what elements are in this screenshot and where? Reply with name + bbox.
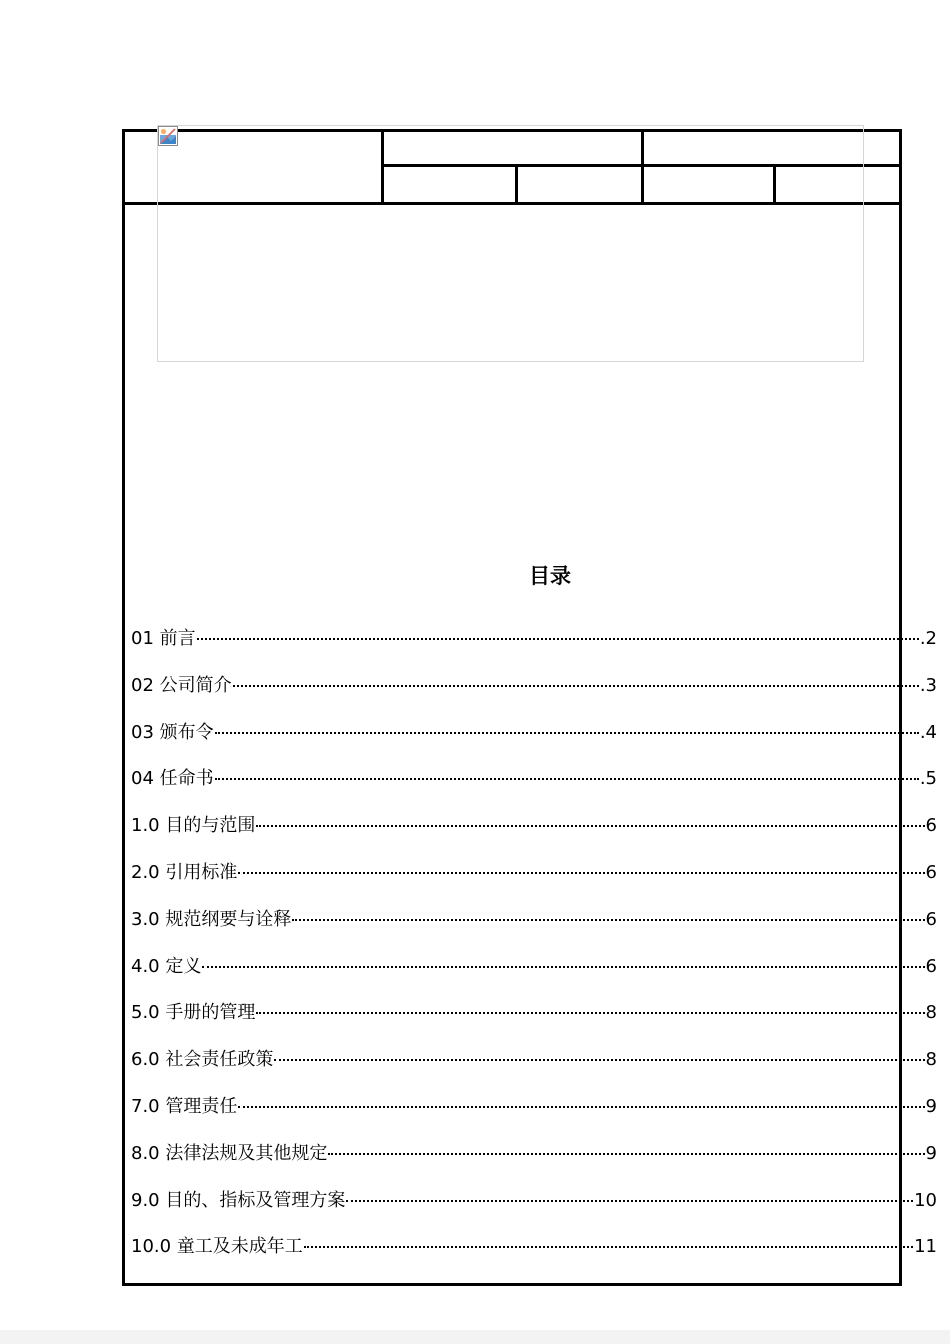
toc-entry-label: 4.0 定义	[131, 955, 202, 977]
toc-leader-dots	[233, 685, 919, 687]
toc-entry[interactable]	[131, 905, 937, 952]
toc-entry-page: 8	[925, 1049, 937, 1071]
toc-entry[interactable]	[131, 998, 937, 1045]
toc-entry-page: .3	[919, 674, 937, 696]
toc-entry[interactable]	[131, 764, 937, 811]
toc-entry-label: 5.0 手册的管理	[131, 1002, 256, 1024]
toc-entry[interactable]	[131, 858, 937, 905]
broken-image-icon	[158, 126, 178, 146]
toc-entry-page: .5	[919, 768, 937, 790]
toc-title: 目录	[529, 564, 571, 588]
toc-entry-label: 7.0 管理责任	[131, 1095, 238, 1117]
toc-entry-page: 11	[914, 1236, 937, 1258]
page-bottom-strip	[0, 1330, 950, 1344]
toc-leader-dots	[238, 872, 924, 874]
toc-leader-dots	[215, 778, 919, 780]
toc-leader-dots	[292, 919, 924, 921]
toc-entry-page: 9	[925, 1142, 937, 1164]
toc-entry-label: 03 颁布令	[131, 721, 214, 743]
toc-entry[interactable]	[131, 1139, 937, 1186]
toc-entry-page: .4	[919, 721, 937, 743]
toc-entry[interactable]	[131, 671, 937, 718]
toc-entry-label: 3.0 规范纲要与诠释	[131, 908, 292, 930]
toc-entry[interactable]	[131, 1186, 937, 1233]
header-image-placeholder	[157, 125, 864, 362]
toc-entry[interactable]	[131, 952, 937, 999]
toc-entry-label: 6.0 社会责任政策	[131, 1049, 274, 1071]
toc-entry-label: 01 前言	[131, 628, 196, 649]
toc-entry-page: 9	[925, 1095, 937, 1117]
toc-entry-page: 6	[925, 955, 937, 977]
toc-leader-dots	[328, 1153, 924, 1155]
toc-entry-label: 8.0 法律法规及其他规定	[131, 1142, 328, 1164]
toc-leader-dots	[256, 825, 924, 827]
toc-entry-page: 6	[925, 861, 937, 883]
toc-entry-label: 10.0 童工及未成年工	[131, 1236, 303, 1258]
toc-entry[interactable]	[131, 718, 937, 765]
toc-leader-dots	[256, 1012, 924, 1014]
toc-leader-dots	[304, 1246, 913, 1248]
toc-entry-label: 2.0 引用标准	[131, 861, 238, 883]
toc-entry-label: 02 公司简介	[131, 674, 232, 696]
toc-entry[interactable]	[131, 811, 937, 858]
toc-leader-dots	[274, 1059, 924, 1061]
toc-entry[interactable]	[131, 1092, 937, 1139]
toc-leader-dots	[238, 1106, 924, 1108]
toc-leader-dots	[202, 966, 924, 968]
toc-entry-page: 6	[925, 908, 937, 930]
toc-leader-dots	[197, 638, 919, 640]
toc-entry-label: 1.0 目的与范围	[131, 815, 256, 837]
toc-entry[interactable]	[131, 624, 937, 671]
toc-entry[interactable]	[131, 1232, 937, 1279]
toc-list	[131, 624, 937, 1279]
toc-entry-page: .2	[919, 628, 937, 649]
toc-entry-label: 04 任命书	[131, 768, 214, 790]
toc-entry-page: 8	[925, 1002, 937, 1024]
toc-leader-dots	[215, 732, 919, 734]
toc-entry-page: 6	[925, 815, 937, 837]
toc-leader-dots	[346, 1200, 913, 1202]
toc-entry-label: 9.0 目的、指标及管理方案	[131, 1189, 346, 1211]
toc-entry[interactable]	[131, 1045, 937, 1092]
toc-entry-page: 10	[914, 1189, 937, 1211]
